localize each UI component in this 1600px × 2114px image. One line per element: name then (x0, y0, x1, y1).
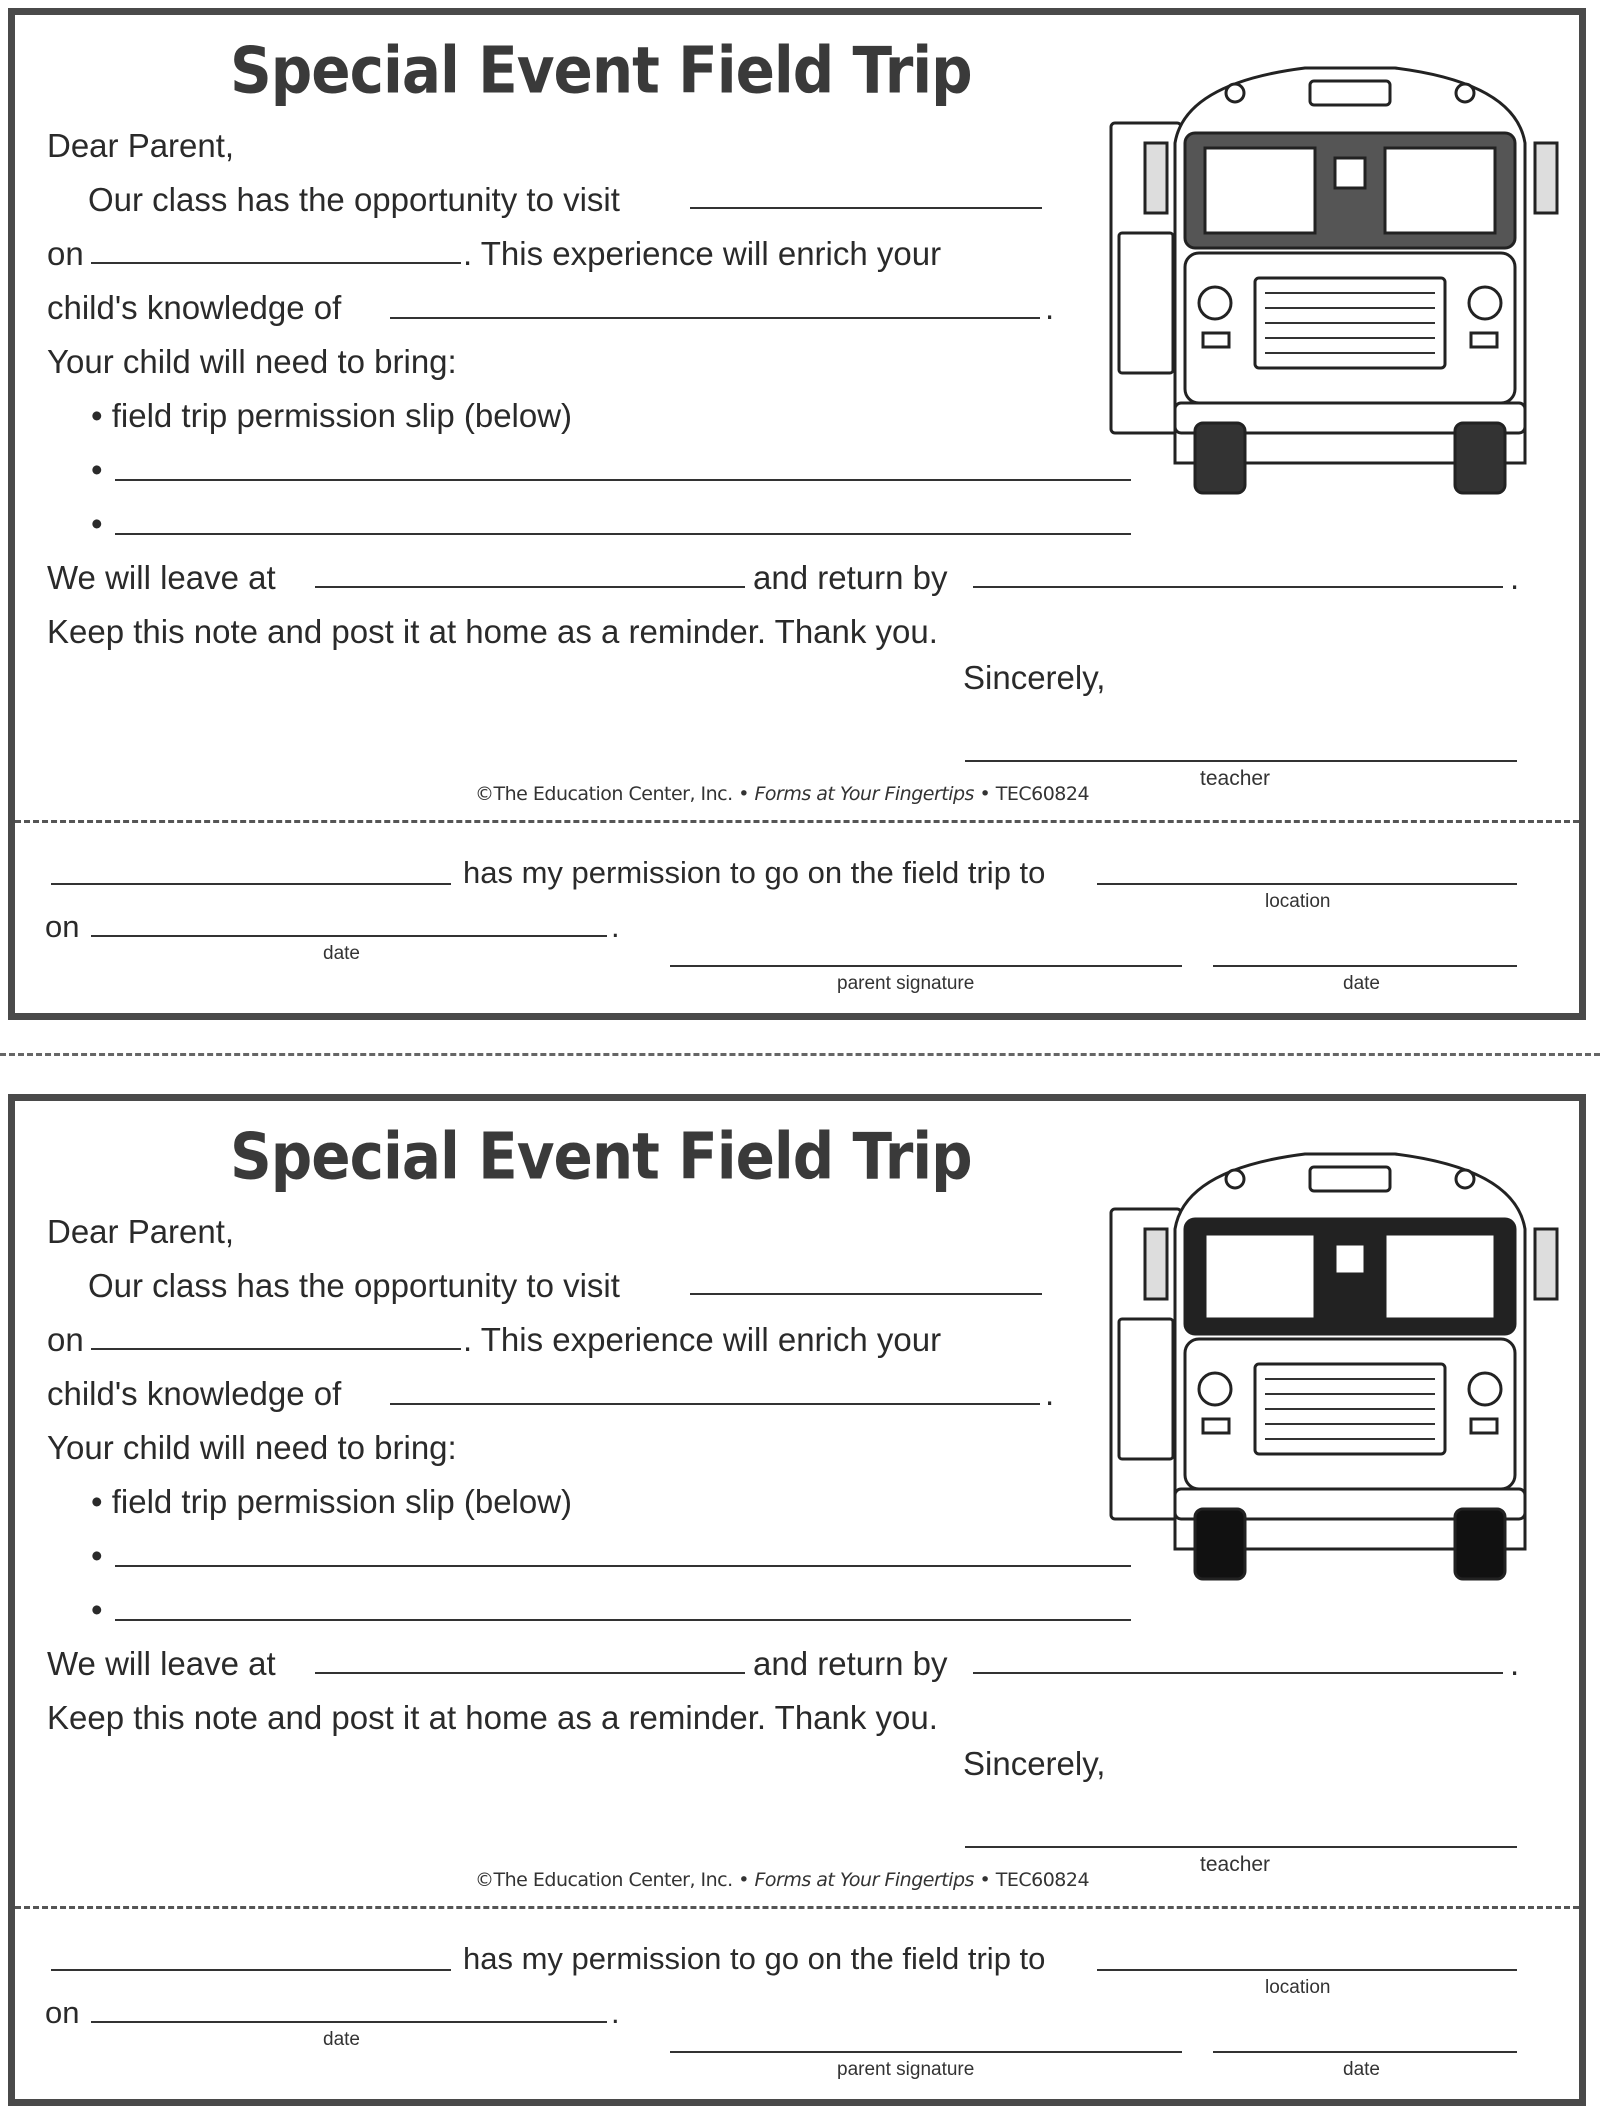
school-bus-icon (1105, 1149, 1585, 1589)
on-label: on (47, 1321, 84, 1358)
copyright-credit (475, 1869, 1089, 1891)
visit-date-blank[interactable] (91, 262, 461, 264)
credit-title: Forms at Your Fingertips (754, 783, 974, 805)
bullet: • (91, 1537, 103, 1574)
signature-date-blank[interactable] (1213, 965, 1517, 967)
leave-time-blank[interactable] (315, 586, 745, 588)
parent-signature-label: parent signature (837, 973, 975, 994)
form-title: Special Event Field Trip (230, 1119, 972, 1194)
visit-date-blank[interactable] (91, 1348, 461, 1350)
location-label: location (1265, 1977, 1331, 1998)
knowledge-text: child's knowledge of (47, 1375, 342, 1412)
bullet: • (91, 1591, 103, 1628)
return-period: . (1510, 559, 1520, 596)
bring-item-permission-slip: • field trip permission slip (below) (91, 397, 573, 434)
slip-date-period: . (611, 1995, 620, 2030)
credit-suffix: • TEC60824 (979, 1869, 1090, 1891)
bring-item-blank-1[interactable] (115, 1565, 1131, 1567)
leave-text: We will leave at (47, 559, 276, 596)
salutation: Dear Parent, (47, 1213, 235, 1250)
return-text: and return by (753, 559, 948, 596)
bullet: • (91, 451, 103, 488)
credit-prefix: ©The Education Center, Inc. • (475, 1869, 749, 1891)
bring-text: Your child will need to bring: (47, 343, 457, 380)
signature-date-label: date (1343, 973, 1380, 994)
enrich-text: . This experience will enrich your (463, 1321, 942, 1358)
visit-text: Our class has the opportunity to visit (88, 181, 620, 218)
knowledge-period: . (1045, 289, 1055, 326)
form-title: Special Event Field Trip (230, 33, 972, 108)
bring-item-permission-slip: • field trip permission slip (below) (91, 1483, 573, 1520)
enrich-text: . This experience will enrich your (463, 235, 942, 272)
permission-text: has my permission to go on the field trip to (463, 1941, 1046, 1976)
slip-date-blank[interactable] (91, 935, 607, 937)
location-blank[interactable] (1097, 1969, 1517, 1971)
parent-signature-label: parent signature (837, 2059, 975, 2080)
leave-time-blank[interactable] (315, 1672, 745, 1674)
signature-date-blank[interactable] (1213, 2051, 1517, 2053)
bring-item-blank-1[interactable] (115, 479, 1131, 481)
teacher-signature-blank[interactable] (965, 1846, 1517, 1848)
bullet: • (91, 505, 103, 542)
page-cut-line (0, 1053, 1600, 1056)
slip-on-label: on (45, 1995, 80, 2030)
visit-destination-blank[interactable] (690, 207, 1042, 209)
keep-note-text: Keep this note and post it at home as a reminder. Thank you. (47, 1699, 938, 1736)
visit-text: Our class has the opportunity to visit (88, 1267, 620, 1304)
bring-text: Your child will need to bring: (47, 1429, 457, 1466)
field-trip-form-2 (8, 1094, 1586, 2106)
return-period: . (1510, 1645, 1520, 1682)
signature-date-label: date (1343, 2059, 1380, 2080)
child-name-blank[interactable] (51, 883, 451, 885)
location-blank[interactable] (1097, 883, 1517, 885)
location-label: location (1265, 891, 1331, 912)
return-time-blank[interactable] (973, 1672, 1503, 1674)
keep-note-text: Keep this note and post it at home as a reminder. Thank you. (47, 613, 938, 650)
cut-line (15, 820, 1579, 823)
date-label: date (323, 943, 360, 964)
closing: Sincerely, (963, 1745, 1106, 1782)
field-trip-form-1 (8, 8, 1586, 1020)
credit-prefix: ©The Education Center, Inc. • (475, 783, 749, 805)
slip-date-blank[interactable] (91, 2021, 607, 2023)
knowledge-blank[interactable] (390, 1403, 1040, 1405)
return-text: and return by (753, 1645, 948, 1682)
parent-signature-blank[interactable] (670, 2051, 1182, 2053)
teacher-label: teacher (1200, 1853, 1271, 1876)
credit-suffix: • TEC60824 (979, 783, 1090, 805)
bring-item-blank-2[interactable] (115, 1619, 1131, 1621)
child-name-blank[interactable] (51, 1969, 451, 1971)
closing: Sincerely, (963, 659, 1106, 696)
parent-signature-blank[interactable] (670, 965, 1182, 967)
slip-on-label: on (45, 909, 80, 944)
leave-text: We will leave at (47, 1645, 276, 1682)
salutation: Dear Parent, (47, 127, 235, 164)
permission-text: has my permission to go on the field trip to (463, 855, 1046, 890)
knowledge-text: child's knowledge of (47, 289, 342, 326)
copyright-credit (475, 783, 1089, 805)
slip-date-period: . (611, 909, 620, 944)
credit-title: Forms at Your Fingertips (754, 1869, 974, 1891)
bring-item-blank-2[interactable] (115, 533, 1131, 535)
return-time-blank[interactable] (973, 586, 1503, 588)
on-label: on (47, 235, 84, 272)
knowledge-blank[interactable] (390, 317, 1040, 319)
teacher-label: teacher (1200, 767, 1271, 790)
teacher-signature-blank[interactable] (965, 760, 1517, 762)
knowledge-period: . (1045, 1375, 1055, 1412)
school-bus-icon (1105, 63, 1585, 503)
cut-line (15, 1906, 1579, 1909)
visit-destination-blank[interactable] (690, 1293, 1042, 1295)
date-label: date (323, 2029, 360, 2050)
